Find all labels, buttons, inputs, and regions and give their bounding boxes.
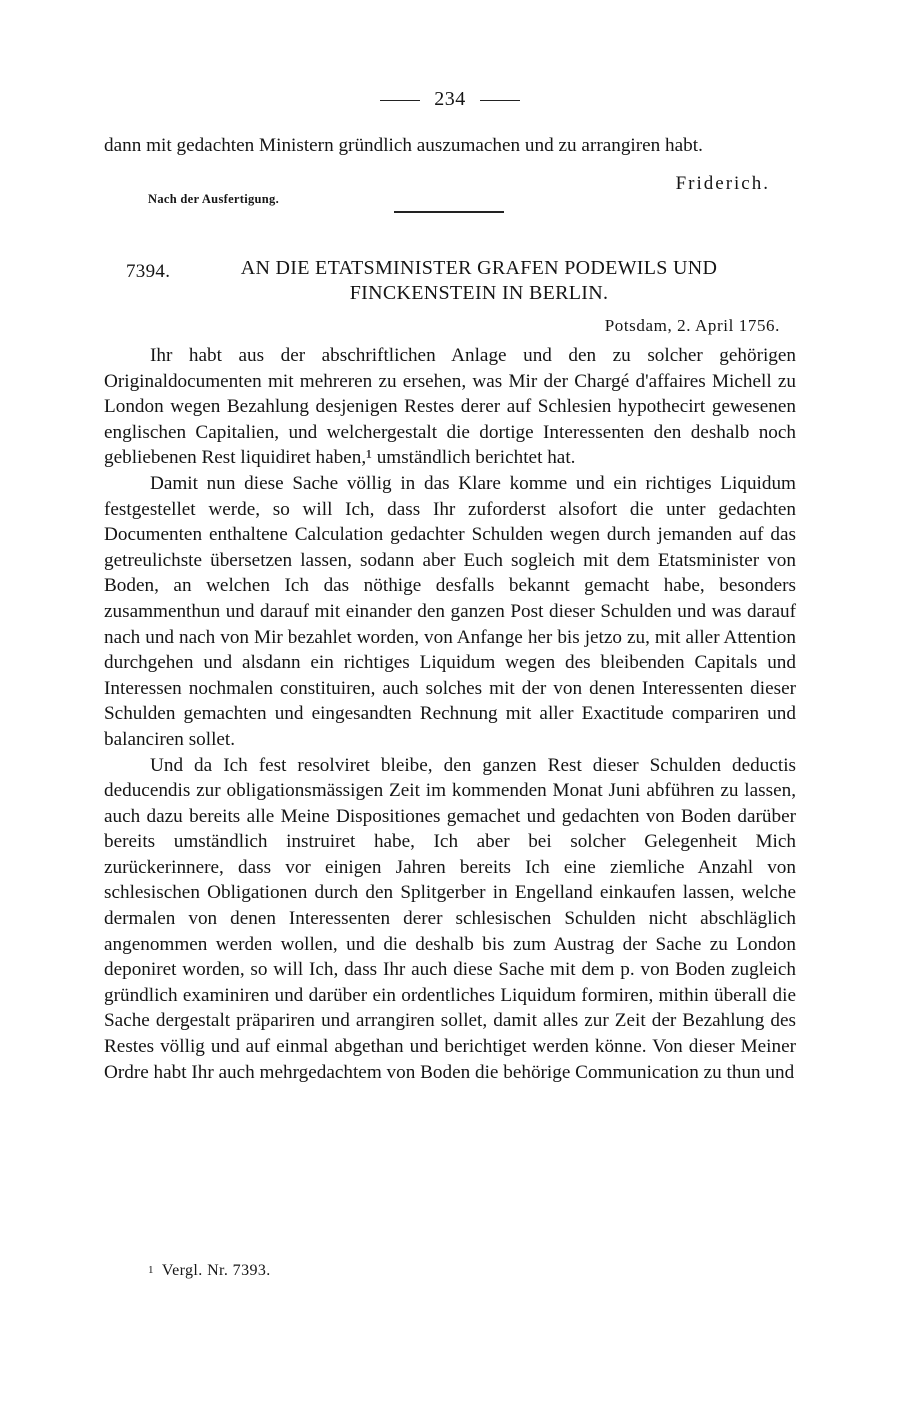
continuation-paragraph: dann mit gedachten Ministern gründlich auszumachen und zu arrangiren habt. xyxy=(104,135,703,156)
page-header xyxy=(0,88,900,111)
document-number: 7394. xyxy=(126,261,171,282)
section-separator xyxy=(394,211,504,213)
header-dash-right xyxy=(480,100,520,102)
page-number: 234 xyxy=(434,88,466,110)
footnote-text: Vergl. Nr. 7393. xyxy=(161,1262,271,1279)
body-paragraph: Damit nun diese Sache völlig in das Klare komme und ein richtiges Liquidum festgestellet werde, so will Ich, dass Ihr zuforderst alsofort die unter gedachten Documenten enthaltene Calculation gedachter Schulden wegen durch jemanden auf das getreulichste übersetzen lassen, sodann aber Euch sogleich mit dem Etatsminister von Boden, an welchen Ich das nöthige desfalls bekannt gemacht habe, besonders zusammenthun und darauf mit einander den ganzen Post dieser Schulden und was darauf nach und nach von Mir bezahlet worden, von Anfange her bis jetzo zu, mit aller Attention durchgehen und alsdann ein richtiges Liquidum wegen des bleibenden Capitals und Interessen nochmalen constituiren, auch solches mit der von denen Interessenten dieser Schulden gemachten und eingesandten Rechnung mit aller Exactitude compariren und balanciren sollet. xyxy=(104,472,796,750)
document-title: AN DIE ETATSMINISTER GRAFEN PODEWILS UND FINCKENSTEIN IN BERLIN. xyxy=(240,257,718,304)
header-dash-left xyxy=(380,100,420,102)
source-note: Nach der Ausfertigung. xyxy=(148,192,280,206)
continuation-text xyxy=(104,133,796,159)
signature: Friderich. xyxy=(675,173,770,194)
footnote-marker: 1 xyxy=(148,1264,154,1276)
footnote xyxy=(148,1262,271,1280)
letter-body xyxy=(104,343,796,1085)
document-heading xyxy=(118,256,798,306)
body-paragraph: Ihr habt aus der abschriftlichen Anlage und den zu solcher gehörigen Originaldocumenten mit mehreren zu ersehen, was Mir der Chargé d'affaires Michell zu London wegen Bezahlung desjenigen Restes derer auf Schlesien hypothecirt gewesenen englischen Capitalien, und welchergestalt die dortige Interessenten den deshalb noch gebliebenen Rest liquidiret haben,¹ umständlich berichtet hat. xyxy=(104,345,796,469)
dateline: Potsdam, 2. April 1756. xyxy=(604,316,780,335)
body-paragraph: Und da Ich fest resolviret bleibe, den ganzen Rest dieser Schulden deductis deducendis zur obligationsmässigen Zeit im kommenden Monat Juni abführen zu lassen, auch dazu bereits alle Meine Dispositiones gemachet und gedachten von Boden darüber bereits umständlich instruiret habe, Ich aber bei solcher Gelegenheit Mich zurückerinnere, dass vor einigen Jahren bereits Ich eine ziemliche Anzahl von schlesischen Obligationen durch den Splitgerber in Engelland einkaufen lassen, welche dermalen von denen Interessenten derer schlesischen Schulden nicht abschläglich angenommen werden wollen, und die deshalb bis zum Austrag der Sache zu London deponiret worden, so will Ich, dass Ihr auch diese Sache mit dem p. von Boden zugleich gründlich examiniren und darüber ein ordentliches Liquidum formiren, mithin überall die Sache dergestalt präpariren und arrangiren sollet, damit alles zur Zeit der Bezahlung des Restes völlig und auf einmal abgethan und berichtiget werden könne. Von dieser Meiner Ordre habt Ihr auch mehrgedachtem von Boden die behörige Communication zu thun und xyxy=(104,754,796,1083)
